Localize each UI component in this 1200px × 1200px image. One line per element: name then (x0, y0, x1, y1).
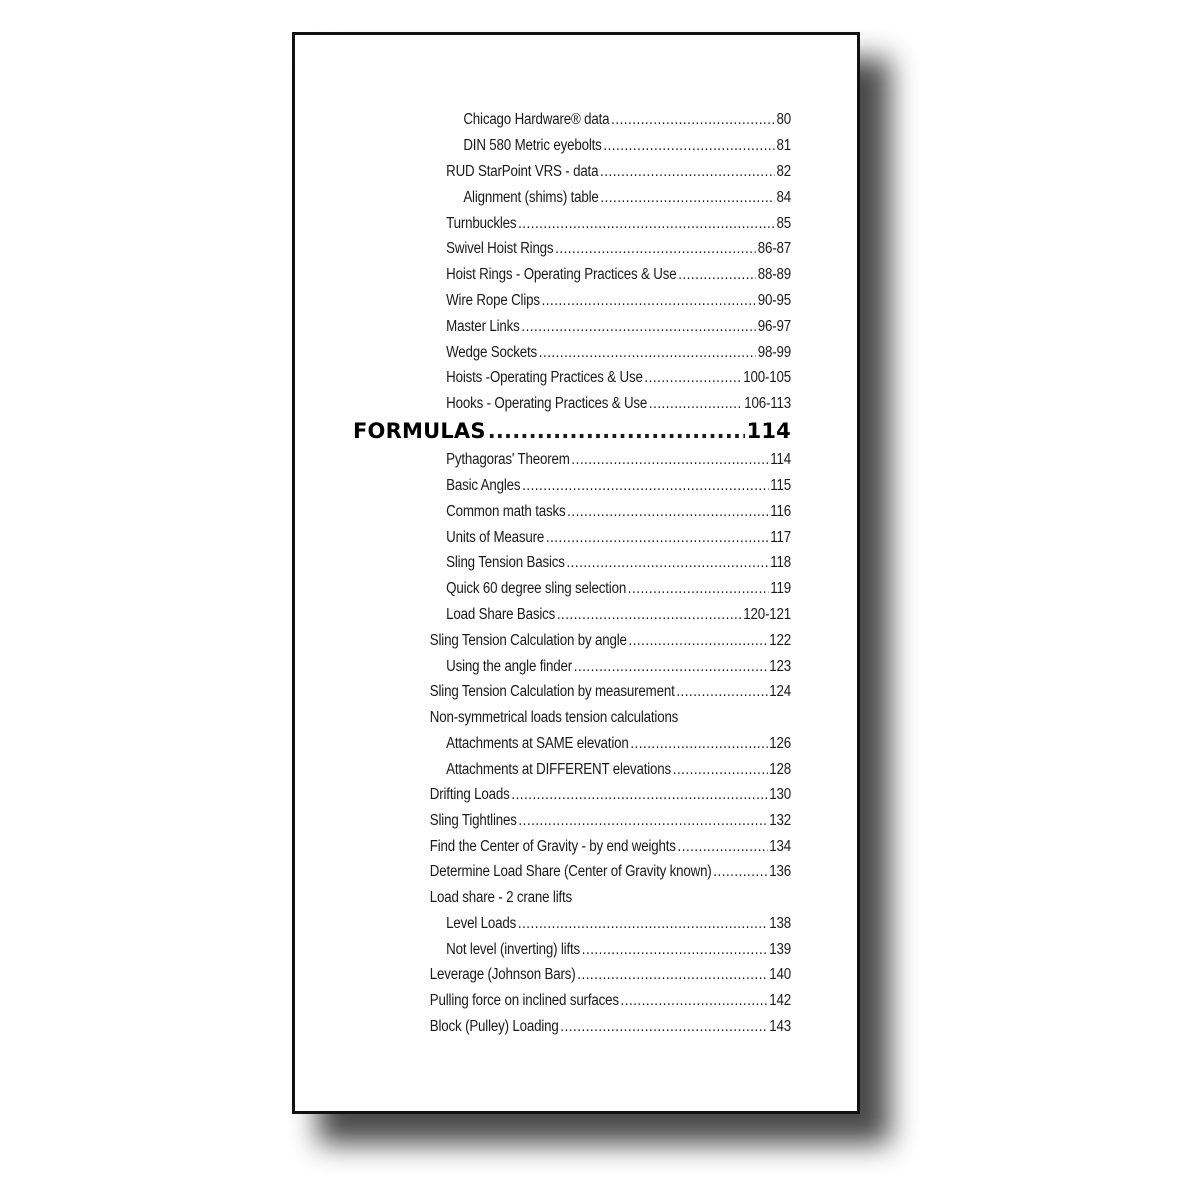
table-of-contents (295, 35, 857, 1111)
toc-entry-page: 119 (770, 580, 791, 597)
toc-entry-label: Attachments at SAME elevation (446, 735, 629, 752)
toc-entry-label: Turnbuckles (446, 215, 517, 232)
toc-entry (430, 1018, 791, 1036)
toc-entry-page: 134 (769, 838, 791, 855)
toc-entry-label: Attachments at DIFFERENT elevations (446, 761, 672, 778)
toc-entry-page: 88-89 (757, 266, 791, 283)
toc-entry-page: 132 (769, 812, 791, 829)
dot-leader (511, 786, 767, 804)
toc-entry (430, 709, 791, 727)
dot-leader (518, 215, 775, 233)
dot-leader (518, 915, 768, 933)
toc-entry-page: 106-113 (744, 395, 791, 412)
toc-entry-label: Hoists -Operating Practices & Use (446, 369, 643, 386)
dot-leader (630, 735, 767, 753)
dot-leader (555, 240, 756, 258)
toc-entry-label: Wedge Sockets (446, 344, 538, 361)
dot-leader (678, 266, 756, 284)
toc-entry (430, 838, 791, 856)
toc-entry-page: 81 (776, 137, 791, 154)
dot-leader (600, 163, 775, 181)
dot-leader (577, 966, 767, 984)
toc-entry-label: Pulling force on inclined surfaces (429, 992, 619, 1009)
toc-entry-label: Using the angle finder (446, 658, 573, 675)
toc-entry-label: Hooks - Operating Practices & Use (446, 395, 648, 412)
toc-entry (446, 761, 791, 779)
toc-entry-label: Not level (inverting) lifts (446, 941, 581, 958)
dot-leader (621, 992, 768, 1010)
toc-entry (463, 189, 791, 207)
dot-leader (488, 419, 745, 443)
toc-entry-page: 123 (769, 658, 791, 675)
toc-entry-label: Block (Pulley) Loading (429, 1018, 559, 1035)
dot-leader (649, 395, 743, 413)
toc-entry (430, 863, 791, 881)
toc-entry (446, 554, 791, 572)
dot-leader (557, 606, 742, 624)
toc-entry-label: Sling Tension Calculation by measurement (429, 683, 675, 700)
toc-entry-label: Find the Center of Gravity - by end weights (429, 838, 676, 855)
toc-entry (430, 966, 791, 984)
toc-entry-page: 128 (769, 761, 791, 778)
toc-entry-label: Non-symmetrical loads tension calculations (429, 709, 679, 726)
toc-entry-page: 114 (770, 451, 791, 468)
toc-entry-label: Basic Angles (446, 477, 521, 494)
toc-entry (446, 658, 791, 676)
toc-entry-label: Common math tasks (446, 503, 566, 520)
toc-entry (430, 889, 791, 907)
dot-leader (560, 1018, 767, 1036)
toc-entry-label: Hoist Rings - Operating Practices & Use (446, 266, 677, 283)
toc-entry-page: 116 (770, 503, 791, 520)
toc-entry-page: 85 (776, 215, 791, 232)
toc-entry (446, 292, 791, 310)
toc-entry-label: Wire Rope Clips (446, 292, 540, 309)
toc-entry-label: FORMULAS (353, 419, 486, 443)
toc-entry-page: 114 (746, 419, 791, 443)
dot-leader (628, 580, 769, 598)
toc-entry-page: 84 (776, 189, 791, 206)
toc-entry-label: Alignment (shims) table (463, 189, 599, 206)
dot-leader (582, 941, 768, 959)
toc-entry-page: 130 (769, 786, 791, 803)
dot-leader (546, 529, 769, 547)
dot-leader (571, 451, 768, 469)
toc-entry (446, 915, 791, 933)
dot-leader (542, 292, 756, 310)
toc-entry-page: 139 (769, 941, 791, 958)
toc-entry-page: 142 (769, 992, 791, 1009)
toc-entry (446, 477, 791, 495)
toc-entry (446, 580, 791, 598)
toc-entry-page: 90-95 (757, 292, 791, 309)
toc-entry-page: 120-121 (743, 606, 791, 623)
toc-section-heading (353, 419, 791, 443)
dot-leader (521, 318, 756, 336)
toc-entry-label: Master Links (446, 318, 520, 335)
toc-entry (446, 395, 791, 413)
toc-entry (430, 786, 791, 804)
toc-entry (430, 683, 791, 701)
dot-leader (603, 137, 774, 155)
toc-entry-page: 136 (769, 863, 791, 880)
toc-entry-label: Chicago Hardware® data (463, 111, 610, 128)
dot-leader (644, 369, 741, 387)
dot-leader (522, 477, 768, 495)
toc-entry-page: 126 (769, 735, 791, 752)
dot-leader (611, 111, 775, 129)
toc-entry (446, 344, 791, 362)
toc-entry-page: 140 (769, 966, 791, 983)
toc-entry-page: 118 (770, 554, 791, 571)
dot-leader (539, 344, 756, 362)
toc-entry-label: Quick 60 degree sling selection (446, 580, 627, 597)
dot-leader (713, 863, 767, 881)
toc-entry-label: DIN 580 Metric eyebolts (463, 137, 602, 154)
toc-entry (446, 451, 791, 469)
toc-entry-label: Sling Tension Basics (446, 554, 565, 571)
dot-leader (574, 658, 768, 676)
toc-entry-label: Determine Load Share (Center of Gravity known) (429, 863, 712, 880)
toc-entry-page: 86-87 (757, 240, 791, 257)
toc-entry-page: 80 (776, 111, 791, 128)
dot-leader (678, 838, 768, 856)
toc-entry (446, 369, 791, 387)
toc-entry-page: 138 (769, 915, 791, 932)
toc-entry (446, 735, 791, 753)
toc-entry-label: Drifting Loads (429, 786, 510, 803)
toc-entry-page: 98-99 (757, 344, 791, 361)
toc-entry-label: Sling Tension Calculation by angle (429, 632, 627, 649)
toc-entry (430, 632, 791, 650)
toc-entry (446, 529, 791, 547)
toc-entry (463, 111, 791, 129)
toc-entry (463, 137, 791, 155)
toc-entry-label: Leverage (Johnson Bars) (429, 966, 576, 983)
dot-leader (518, 812, 767, 830)
toc-entry-label: Sling Tightlines (429, 812, 517, 829)
toc-page (292, 32, 860, 1114)
toc-entry-page: 96-97 (757, 318, 791, 335)
toc-entry (446, 503, 791, 521)
toc-entry (446, 941, 791, 959)
toc-entry-label: RUD StarPoint VRS - data (446, 163, 599, 180)
toc-entry-page: 124 (769, 683, 791, 700)
toc-entry-page: 82 (776, 163, 791, 180)
toc-entry-page: 115 (770, 477, 791, 494)
toc-entry (446, 240, 791, 258)
toc-entry-page: 100-105 (743, 369, 791, 386)
toc-entry-page: 117 (770, 529, 791, 546)
toc-entry-label: Swivel Hoist Rings (446, 240, 554, 257)
toc-entry (446, 606, 791, 624)
toc-entry-label: Load share - 2 crane lifts (429, 889, 573, 906)
toc-entry (446, 266, 791, 284)
toc-entry-page: 122 (769, 632, 791, 649)
toc-entry-page: 143 (769, 1018, 791, 1035)
toc-entry-label: Level Loads (446, 915, 517, 932)
dot-leader (673, 761, 768, 779)
dot-leader (676, 683, 767, 701)
toc-entry (430, 992, 791, 1010)
toc-entry-label: Units of Measure (446, 529, 545, 546)
toc-entry-label: Load Share Basics (446, 606, 556, 623)
toc-entry (446, 215, 791, 233)
dot-leader (567, 503, 768, 521)
dot-leader (566, 554, 768, 572)
toc-entry-label: Pythagoras' Theorem (446, 451, 570, 468)
toc-entry (446, 318, 791, 336)
toc-entry (446, 163, 791, 181)
toc-entry (430, 812, 791, 830)
dot-leader (628, 632, 767, 650)
dot-leader (600, 189, 774, 207)
